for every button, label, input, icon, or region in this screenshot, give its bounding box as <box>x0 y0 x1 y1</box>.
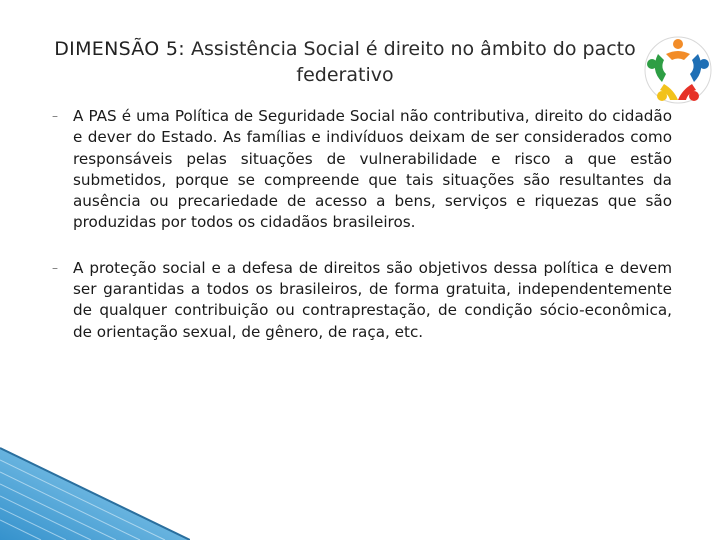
people-circle-logo-icon <box>638 30 718 110</box>
bullet-item <box>52 258 672 343</box>
bullet-item <box>52 106 672 234</box>
blue-striped-corner <box>0 440 190 540</box>
bullet-text: A PAS é uma Política de Seguridade Social não contributiva, direito do cidadão e dever do Estado. As famílias e indivíduos deixam de ser considerados como responsáveis pelas situações de vulnerabilidade e risco a que estão submetidos, porque se compreende que tais situações são resultantes da ausência ou precariedade de acesso a bens, serviços e riquezas que são produzidas por todos os cidadãos brasileiros. <box>73 107 672 232</box>
slide-title <box>40 36 650 88</box>
bullet-marker: – <box>52 109 58 123</box>
title-text: Assistência Social é direito no âmbito do pacto federativo <box>191 38 636 86</box>
title-prefix: DIMENSÃO 5: <box>54 38 185 60</box>
bullet-marker: – <box>52 260 58 275</box>
bullet-text: A proteção social e a defesa de direitos são objetivos dessa política e devem ser garantidas a todos os brasileiros, de forma gratuita, independentemente de qualquer contribuição ou contraprestação, de condição sócio-econômica, de orientação sexual, de gênero, de raça, etc. <box>73 258 672 341</box>
bullet-list <box>52 106 672 367</box>
